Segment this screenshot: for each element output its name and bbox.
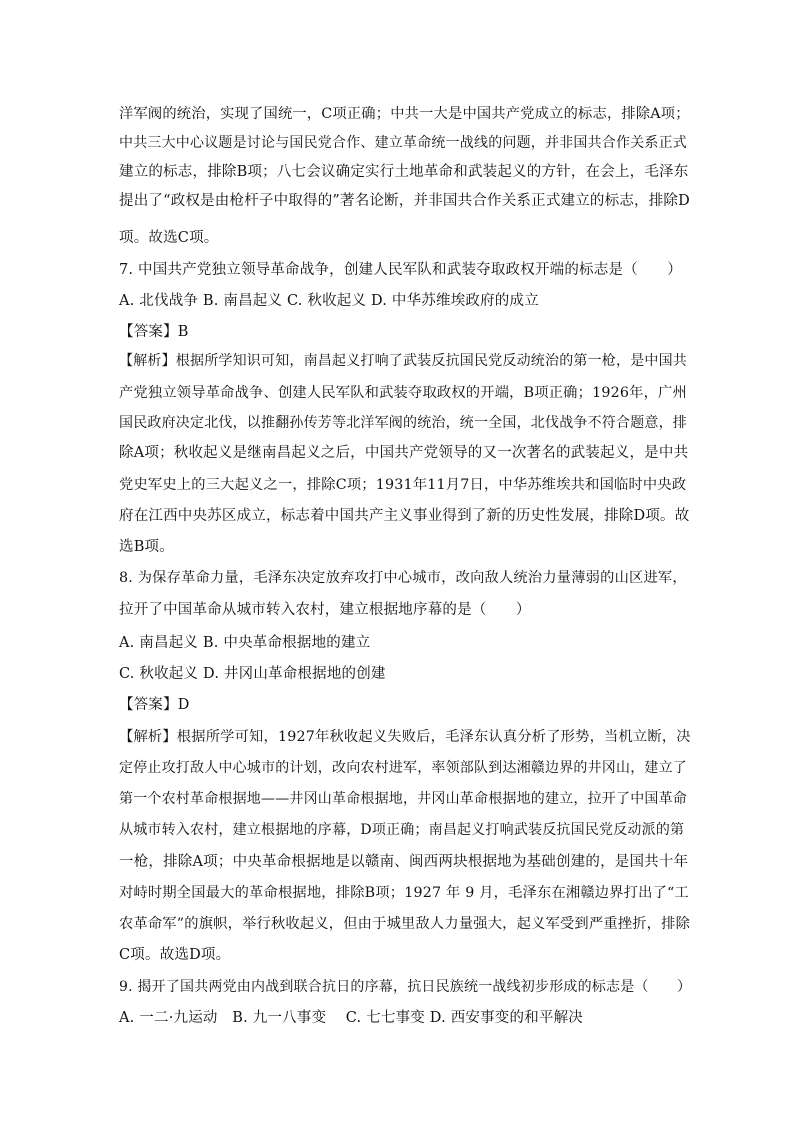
question-8-options: A. 南昌起义 B. 中央革命根据地的建立 [119, 635, 371, 651]
question-8-options: C. 秋收起义 D. 井冈山革命根据地的创建 [119, 666, 386, 682]
analysis-line: 一枪，排除A项；中央革命根据地是以赣南、闽西两块根据地为基础创建的，是国共十年 [119, 854, 689, 870]
analysis-line: 【解析】根据所学可知，1927年秋收起义失败后，毛泽东认真分析了形势，当机立断，决 [119, 729, 691, 745]
text-line: 中共三大中心议题是讨论与国民党合作、建立革命统一战线的问题，并非国共合作关系正式 [119, 135, 687, 151]
analysis-line: 国民政府决定北伐，以推翻孙传芳等北洋军阀的统治，统一全国，北伐战争不符合题意，排 [119, 415, 687, 431]
text-line: 提出了“政权是由枪杆子中取得的”著名论断，并非国共合作关系正式建立的标志，排除D [119, 193, 690, 209]
question-8-answer: 【答案】D [119, 697, 190, 713]
analysis-line: 除A项；秋收起义是继南昌起义之后，中国共产党领导的又一次著名的武装起义，是中共 [119, 445, 689, 461]
analysis-line: 党史军史上的三大起义之一，排除C项；1931年11月7日，中华苏维埃共和国临时中央政 [119, 477, 687, 493]
text-line: 洋军阀的统治，实现了国统一，C项正确；中共一大是中国共产党成立的标志，排除A项； [119, 106, 690, 122]
analysis-line: 从城市转入农村，建立根据地的序幕，D项正确；南昌起义打响武装反抗国民党反动派的第 [119, 822, 685, 838]
question-8: 8. 为保存革命力量，毛泽东决定放弃攻打中心城市，改向敌人统治力量薄弱的山区进军， [119, 570, 687, 586]
question-7-answer: 【答案】B [119, 324, 189, 340]
analysis-line: C项。故选D项。 [119, 947, 231, 963]
analysis-line: 产党独立领导革命战争、创建人民军队和武装夺取政权的开端，B项正确；1926年，广州 [119, 385, 687, 401]
analysis-line: 第一个农村革命根据地——井冈山革命根据地，井冈山革命根据地的建立，拉开了中国革命 [119, 791, 687, 807]
analysis-line: 选B项。 [119, 539, 174, 555]
analysis-line: 农革命军”的旗帜，举行秋收起义，但由于城里敌人力量强大，起义军受到严重挫折，排除 [119, 916, 691, 932]
question-9: 9. 揭开了国共两党由内战到联合抗日的序幕，抗日民族统一战线初步形成的标志是（ ） [119, 979, 692, 995]
question-7: 7. 中国共产党独立领导革命战争，创建人民军队和武装夺取政权开端的标志是（ ） [119, 262, 682, 278]
analysis-line: 定停止攻打敌人中心城市的计划，改向农村进军，率领部队到达湘赣边界的井冈山，建立了 [119, 760, 687, 776]
analysis-line: 【解析】根据所学知识可知，南昌起义打响了武装反抗国民党反动统治的第一枪，是中国共 [119, 353, 687, 369]
analysis-line: 对峙时期全国最大的革命根据地，排除B项；1927 年 9 月，毛泽东在湘赣边界打出了“工 [119, 885, 689, 901]
question-9-options: A. 一二·九运动 B. 九一八事变 C. 七七事变 D. 西安事变的和平解决 [119, 1010, 584, 1026]
text-line: 项。故选C项。 [119, 230, 219, 246]
analysis-line: 府在江西中央苏区成立，标志着中国共产主义事业得到了新的历史性发展，排除D项。故 [119, 508, 690, 524]
question-7-options: A. 北伐战争 B. 南昌起义 C. 秋收起义 D. 中华苏维埃政府的成立 [119, 293, 539, 309]
text-line: 建立的标志，排除B项；八七会议确定实行土地革命和武装起义的方针，在会上，毛泽东 [119, 164, 689, 180]
question-8: 拉开了中国革命从城市转入农村，建立根据地序幕的是（ ） [119, 602, 531, 618]
